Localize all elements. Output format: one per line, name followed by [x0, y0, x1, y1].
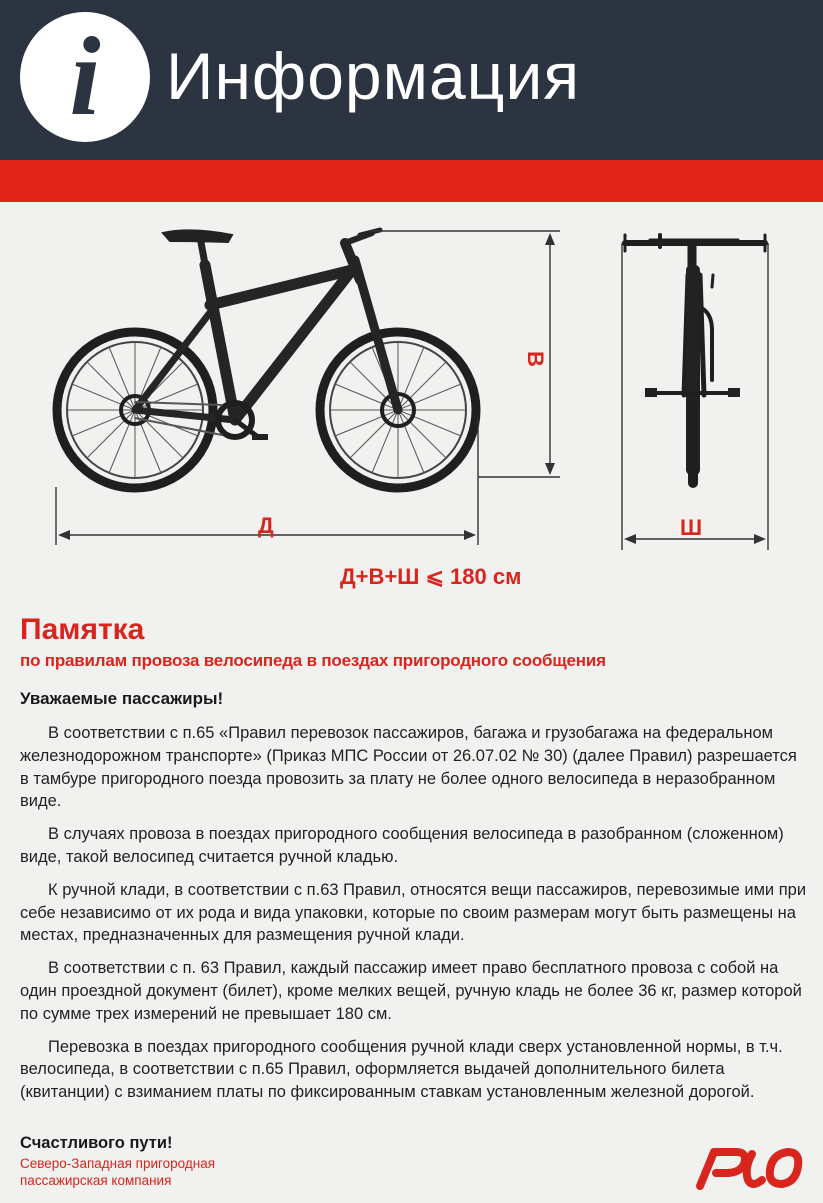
bicycle-front-view — [625, 235, 765, 483]
memo-body — [20, 722, 810, 1114]
paragraph: В соответствии с п.65 «Правил перевозок пассажиров, багажа и грузобагажа на федеральном железнодорожном транспорте» (Приказ МПС России от 26.07.02 № 30) (далее Правил) разрешается в тамбуре пригородного поезда провозить за плату не более одного велосипеда в неразобранном виде. — [20, 724, 797, 811]
bicycle-illustration — [0, 205, 823, 565]
memo-title: Памятка — [20, 613, 145, 646]
company-name — [20, 1155, 340, 1189]
rzd-logo — [692, 1140, 810, 1192]
company-line-1: Северо-Западная пригородная — [20, 1156, 216, 1171]
paragraph: К ручной клади, в соответствии с п.63 Правил, относятся вещи пассажиров, перевозимые ими при себе независимо от их рода и вида упаковки, которые по своим размерам могут быть размещены на местах, предназначенных для размещения ручной клади. — [20, 880, 807, 945]
size-formula: Д+В+Ш ⩽ 180 см — [340, 564, 522, 589]
bicycle-side-view — [57, 230, 476, 488]
page-title: Информация — [166, 39, 581, 113]
paragraph: В соответствии с п. 63 Правил, каждый пассажир имеет право бесплатного провоза с собой на один проездной документ (билет), кроме мелких вещей, ручную кладь не более 36 кг, размер которой по сумме трех измерений не превышает 180 см. — [20, 959, 802, 1023]
info-icon — [20, 12, 150, 142]
header-red-stripe — [0, 160, 823, 202]
width-label: Ш — [680, 515, 703, 540]
greeting: Уважаемые пассажиры! — [20, 689, 224, 708]
memo-subtitle: по правилам провоза велосипеда в поездах пригородного сообщения — [20, 651, 606, 670]
header-bar — [0, 0, 823, 160]
length-label: Д — [258, 513, 274, 538]
info-icon-glyph: i — [69, 15, 101, 139]
height-label: В — [522, 351, 548, 367]
paragraph: Перевозка в поездах пригородного сообщения ручной клади сверх установленной нормы, в т.ч. велосипеда, в соответствии с п.65 Правил, оформляется выдачей дополнительного билета (квитанции) с взиманием платы по фиксированным ставкам установленным железной дорогой. — [20, 1037, 783, 1102]
company-line-2: пассажирская компания — [20, 1173, 172, 1188]
paragraph: В случаях провоза в поездах пригородного сообщения велосипеда в разобранном (сложенном) виде, такой велосипед считается ручной кладью. — [20, 825, 784, 866]
farewell: Счастливого пути! — [20, 1134, 173, 1152]
